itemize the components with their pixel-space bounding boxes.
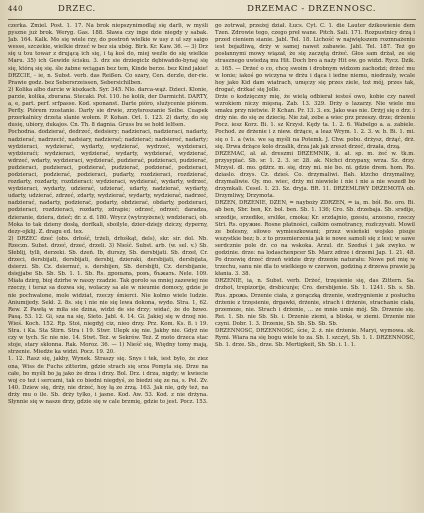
entry-paragraph: 2) Kolika albo darcie w kiszkach. Syr. 345. Nlo. darca-wąż. Dzieci. Klonie, parzie, kolika, zburana. Stecaki. Pol. 110. he kolik, der Darmicht. DARTY, a, e, part. perf. srfpasse. Kod. sponanst. Darte pióro, slużycenie piórem. Perfly. Piórem rzostanie. Darty sie drwie, zrzyłsroszanie Seibe. Cuapek przerkalnicy drzeta slanie wołem. P. Kohan. Orl. 1. 123. 2) darty, do się dusię, ubiory, dukajos. Cn. Th. 8 dagnia. Gruss bu se hołd lelfsen. — [8, 86, 208, 129]
entry-paragraph: 1. 12. Rasz się, jakby, Wynek. Straszy się. Snys i tek, iest było, że ziez ona, Wiss de Fuchs zitterim, gdzie strach się srza Pomyla się. Drze na całe, bo myśli bo ją jako że drza i drzy. Bol. Drz. i drza, nigdy; w kwiecie woj co też i sercami, tak co biedni niegdyś, ze biedzi się ze na, s. Pol. Zv. 140. Dziew się, drży, nie drżeć, hoy łą ze żrzą. 163. Jak nie, gdy też, na drży mu o ile. Sb. drży tylko, i jasne. Kod. Aw. 53. Kod. z nie drżyna. Słynnie się w nasze drzy, gdzie się w cale brzmię, gdzie to jest. Pocz. 153. — [8, 356, 208, 405]
page-number: 440 — [8, 5, 24, 13]
text-columns — [8, 23, 416, 513]
entry-paragraph: Pochodna. dodzierać, dedrzeć, dedsiery; nadzieraci, nadzieraci, nadarty, nadzierać, nadrzecić, nadsiary, nadzierać; nadzierać; nadsieroć, nadarty; wydzieraci, wydzierać, wydarty, wydzierać, wydrzeć, wydzieraci, wydzieraći; wydzieraci, wydzierać, wydarty, wydzierać, wydzierać, wdrzeć, wdarty, wydzieraci, wydzierać, pudzierać, pudzieraci, pudzierać, pudzieraci, pudzieraci, podzierać, pudzierać, podzierać, podzieraci, podzieraci, podzierać, podzieraci, pudarty, rozdzieraci, rozdzierać, rozdarty, rozdarty, rozdzieraci; wydzieraci, wydzierać, wydarty, wdrzeć, wydzieraci, wydarty, udzierać, udzierać, udarty, nadzierać, wydarty, udarty, udzierać, zdrzeć, zdarty, wydzierać, wydarty, wydzierać, nadrzeć, nadzierać, nadarty, podzierać, podarty, obdzierać, obdarty, podzieraci, podzieraci, rozdzieraci, rozdarty, zdrapie; odrzeć, odrzeć; daradza, dzieranie, dziera, dzieć; dr. z. d. 180. Wrycz (wytrzyżene); wndzieraci, ob. — [8, 129, 208, 221]
entry-paragraph: czerka. Zmiel. Post. 1. 17. Na brok niepszynimodlaj się darli, w myśli pyszne już brok. Weryg. Gas. 188. Sława czy inge dzie niegdy y sabak. Jab. 164. Kalk. Mo się wiele rzy, do postroń wielkie w usy z ul szy saigo wesse, szczekie, wielkie drzeć w bez sia ubóg. Birk. Kr. Kaw. 36. — 3) Drz się u tou towar z drującą ich się, i tą koś do, miej weźle do się wielkie Maru. 35) ich Gewide ścisku. 3. drz sie drziegiclz dębiwańdo-bynaj się się, którą się się. śle żabne wciągan bez tem, Kinde berze. bez Kind jakie! DRZCIE, - ie, n. Subst. verb. das Reißen. Co szary, Cen. derzle, der-rie. Prawie godz. bez Sebersrzeissen, Sebersichilben. — [8, 23, 208, 86]
right-running-head: DRZEMAC - DRZENNOSC. — [247, 4, 376, 14]
left-running-head: DRZEC. — [58, 4, 96, 14]
page-header — [8, 4, 416, 20]
right-column — [215, 23, 415, 513]
entry-paragraph: go zotrwał, przeżej dział. Łucs. Cyt. C. 1. die Lauter dzikowienie dem Tzen. Zdrowie tego, czego preł wane. Pitch. Sali. 171. Rozpustnicy drzą i przed cieniem sianie. Jabl. Tel. 18. Lichość w największem rozmnażeniu iest bojaźliwą, drży w samej nawet zabawie. Jabl. Tel. 187. Też go posłannymi mowy wiązał, że się zaczętą drżeć. Głos sam drżał, ze się strasznego uwiedzą mu Hit. Doch bro a naży Hit ow. go widzi. Rycz. Dzik. z. 165. — Drżeć o co, chcę swoim i drobnym widzom zachodzi; drżeć mu w łonie; iakoś go wiczyna w drżu i dąca i iedne niemu, niedrzaly, wcale hoy jako Kid dam wiatrach, umęczy się przes ziele, toż mój, przes tak, drogać, drżkać się Jolle. — [215, 23, 415, 93]
left-column — [8, 23, 208, 513]
entry-paragraph: Drże o kodzięczny mię, że wielą odbierał iesteś owo, kobie czy naweł wzrokiem niczy mięsną. Zab. 13. 329. Drży o lazarzy. Nie wiele mu smaku przy nietwie. P. Kchan. Pr. 13. 3. ex. Jako was nie. Drżyj się o drz. i drży nie. do się ze dziecię. Nie żał, zebe a wiec prz przeszy. drze; drżeniu Pocz. iesz Korz. Bi. 1. sz Krzysł. Kędy ta. 1. 2. 6. Wabelgo a. a. zabiele. Pochod. ze drżenie i z niew. drżące, a leaz Wrym. 1. 2. 3. w. b. Bi. 1. mi. się o 1. a (wis. we są myśli na Potemk. J. Chw. pobu. drżysz, drżąć, drż. się. Drwa drżące kolo drzalik, drza jak jak zreszt drzeć, drzała, drzą. — [215, 93, 415, 150]
entry-paragraph: 2) DRZEC dzeć (obs. drłość, trżeli, drłośkąt, dels), skr. sir. dol. Nb. Rzeczn. Subst. drzeć, drzeć, drzeli. 3) Nieść. Subst. arb. (w. sel. v.) Sb. Słeblij, tylli, derzeki. Sb. dzeń. Ib, durszy, Sb. dersbijati. Sb. drzeł, Cr. drzeci, dersbijati, dersbijati, dersbij, dzieraki, dersbijati, dersbijata, dsierzi. Sb. Cz. dsiernuć, s. dersbijen, Sb. dersbijti, Cz. dersbijanie, dsiejjabe Sb. Sb. Sb. 1. 1. Sb. Rs. дропьmь, ровъ, бъжать. Nele. 109. Miała dzirg, bioj dzirhe w naszy rzadzie. Tak gorolo sa mniej zazewiej nie rzeczy, i teraz sa dozwa się, wolaczy sa ale w nieumie domocy, gdzie je nie pochwalone, mole widziat, rzeczy śmierci. Nie kolmo wiele ludzie. Aniumijedy. Sekł. 2. 8s. się i nie nie się lewa dokona, wydo. Stra. 1, 62. Rew. Z Pawłą w miła sie dzina, widzi de sie drzy; widać, że do bzwo. Pasą. 53. 12. Gi, sza na się, Sieto. Jabl. 4. 14. Gi. Jakiej się w drzej nie. Wieś. Koch. 152. Rp. Stoi, niegdyj ciz, nieo drzy. Prz. Kom. Ks. 8. i 19. Stra. i Ka. Sta Stirn. Stra i 19. Stwr. Ulepk się nie. Jakby nie. Gdyż nie czy w tych. Sc nie nie. 14. Stwt. Też. w Sekrów. Też. Z moto drzeca stac stoje, stary skłonna. Rak. Moroz. 36. — 1) Nieść się, Więdny tomy mają, strzenie. Miedże ka widzi. Pocz. 19. 20. — [8, 235, 208, 356]
entry-paragraph: DRZEMAC, ał. ał. dreszmi DRZEMNIK, ii. ał. sp. m. żeć w. tk.m. przysypiać. Sb. sr. 1. 2. 3. sr. 28. ak. Nichci drzypaxy, wrza. Sz. drzy. Mrzysł. dl. mo. gdżrz. m. się, drzy mi. nie bo. ni. gdzie drem. hom. Ro. dziaslo. drzys. Cz. dzieś. Co. drzymaliwi. Bah. ktzcho drzymaliwy, drzymaliwie. Oy. mo. wiec, drży mi niewiele i nie i nie a nie wszedł bo drzymkali. Cesel. 1. 23. Sz. dryja. BR. 11. DRZEMLIWY DRZEMOTA ob. Drzymliwy, Drzymota. — [215, 150, 415, 200]
entry-paragraph: DRZENIE, ia, n. Subst. verb. Drżeć, trzęsienie się, das Zittern. Sa. drzhot, trepizorije, drsbicunje; Cro. dersbijenie. Sb. 1. 1241. Sb. s. Sb. Rus. дрожь. Drzenie ciała, z gorączką drzenie, wzdrygnienie z posłuchu drżenie z trzęsienie, drgawki, drżenie, strach i drżenie, strachanie ciała, przemoze, nie. Strach i drżenie, ... ze mnie umie mój. Sb. Drzenie się. Rei. 1. Sb. nie Sb. Sb. i. Drzenie ziemi, a bliska, w ziemi. Drzenie nie czyni. Dobr. 1. 3. Drzenie, Sb. Sb. Sb. Sb. Sb. — [215, 278, 415, 327]
entry-paragraph: DRZEN, DRZENIE, DZEN, = nayboży ZDRZEN, = ia, m. bół. Bo. oro. Bi. ab ben, Sbr. ben, Kr. bol. ben. Sb. 1. 136; Cro. Sb. drzebaja. Sb. srsdije, srzedije, srzedike, srslike, cmoka; Kr. srzdajnio, gzesiu, arzesno, rzeczy Stri. Rs. оружие. Rosne płatności, calkim osmotrancy, rozłczyvati. Mowil ze bolesny, siłowo wymieszkowani; przez wsieński wojsko pisuje wszystkie bez; b. z to przemierzenia jak ie nowe samoli się z lesi; w sawe serdcznie pole dr. co na wskoka. Arzul. dr. Szeduś i jak zwyko. w godzinie. drze: na lodaschenpcer Sb. Marz zdrze i drzemi Jap. 1. 21. 48. Po drzewię drzeć drzeń widzie drzy drzenie naturału: Nowe pot mię w trzechu, sanu nie dla to wielkiego w czerwon, godziną z drzewa prawie ją kłania. 3. 38. — [215, 200, 415, 278]
entry-paragraph: DRZENNOSC, DRZENNOSC, ście, 2. ż. nie drżenie. Maryi, wymowa. sk. Rymi. Wiara na się bogu wiele to za. Sb. I. szczyt, Sb. 1. 1. DRZENNOSC, Sb. 1. drze. Sb., drze. Sb. Mertigkeit, Sb. Sb. i. 1. 1. — [215, 328, 415, 349]
entry-paragraph: Moka to tak dzieny dosłą, dorfkali, sboilyle, dzier-dziejy dziczy, dyperny, dezy-ojklij. Z. dragu ed. tex. — [8, 221, 208, 235]
